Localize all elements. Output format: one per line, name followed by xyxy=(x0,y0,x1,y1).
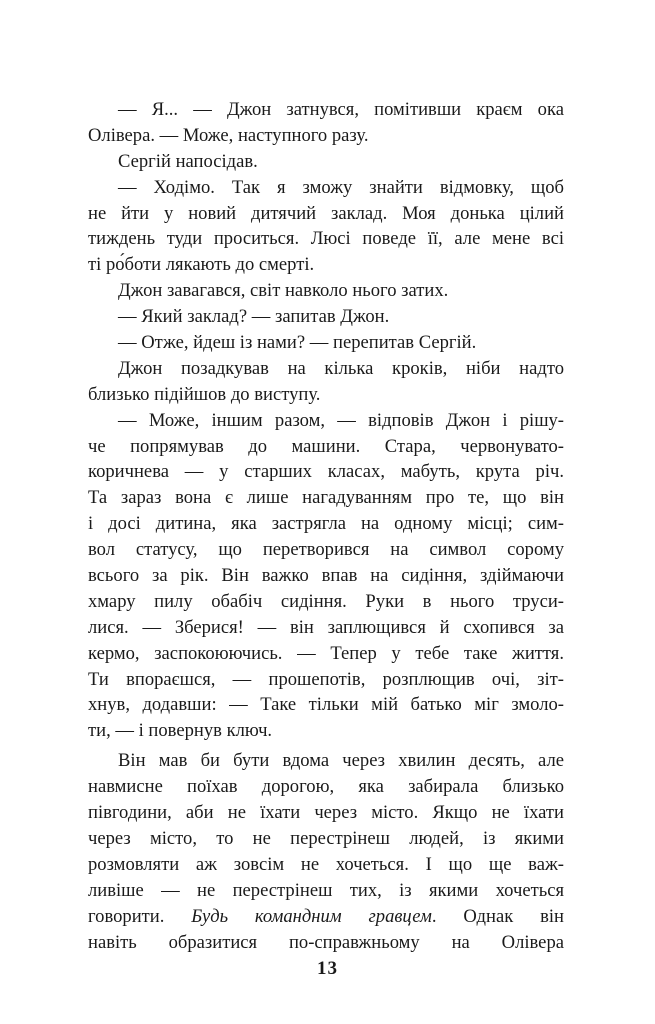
page-number: 13 xyxy=(317,958,338,979)
text-line: хмару пилу обабіч сидіння. Руки в нього труси- xyxy=(88,590,564,612)
text-line: близько підійшов до виступу. xyxy=(88,383,321,405)
body-text xyxy=(88,97,564,955)
text-line: лися. — Зберися! — він заплющився й схопився за xyxy=(88,616,564,638)
text-line: вол статусу, що перетворився на символ сорому xyxy=(88,539,564,561)
text-line: всього за рік. Він важко впав на сидіння, здіймаючи xyxy=(88,565,564,587)
text-line: розмовляти аж зовсім не хочеться. І що ще важ- xyxy=(88,853,564,875)
text-line: Джон позадкував на кілька кроків, ніби надто xyxy=(118,357,564,379)
text-segment: . Однак він xyxy=(431,905,564,927)
text-line: — Який заклад? — запитав Джон. xyxy=(118,306,390,328)
text-line: через місто, то не перестрінеш людей, із якими xyxy=(88,827,564,849)
text-line xyxy=(88,904,564,930)
text-line: — Може, іншим разом, — відповів Джон і рішу- xyxy=(118,409,564,431)
text-line: навмисне поїхав дорогою, яка забирала близько xyxy=(88,776,564,798)
text-line: — Отже, йдеш із нами? — перепитав Сергій. xyxy=(118,332,477,354)
text-line: не йти у новий дитячий заклад. Моя донька цілий xyxy=(88,202,564,224)
text-line: — Я... — Джон затнувся, помітивши краєм ока xyxy=(118,99,564,120)
text-line: ливіше — не перестрінеш тих, із якими хочеться xyxy=(88,879,564,901)
text-segment: говорити. xyxy=(88,905,165,927)
text-line: хнув, додавши: — Таке тільки мій батько міг змоло- xyxy=(88,694,564,716)
text-line: че попрямував до машини. Стара, червонувато- xyxy=(88,435,564,457)
text-line: Ти впораєшся, — прошепотів, розплющив очі, зіт- xyxy=(88,668,564,690)
text-line: Сергій напосідав. xyxy=(118,150,258,172)
text-line: коричнева — у старших класах, мабуть, крута річ. xyxy=(88,461,564,483)
text-line: і досі дитина, яка застрягла на одному місці; сим- xyxy=(88,513,564,535)
text-line: Та зараз вона є лише нагадуванням про те, що він xyxy=(88,487,564,509)
text-line: Олівера. — Може, наступного разу. xyxy=(88,124,369,146)
italic-phrase: Будь командним гравцем xyxy=(191,905,432,927)
text-line: кермо, заспокоюючись. — Тепер у тебе таке життя. xyxy=(88,642,564,664)
text-line: Джон завагався, світ навколо нього затих. xyxy=(118,280,449,302)
text-line: ти, — і повернув ключ. xyxy=(88,720,273,742)
text-line: навіть образитися по-справжньому на Олівера xyxy=(88,931,564,953)
text-line: ті ро́боти лякають до смерті. xyxy=(88,254,315,276)
text-line: Він мав би бути вдома через хвилин десять, але xyxy=(118,750,564,772)
text-line: тиждень туди проситься. Люсі поведе її, але мене всі xyxy=(88,228,564,250)
text-line: — Ходімо. Так я зможу знайти відмовку, щоб xyxy=(118,176,564,198)
text-line: півгодини, аби не їхати через місто. Якщо не їхати xyxy=(88,802,564,824)
